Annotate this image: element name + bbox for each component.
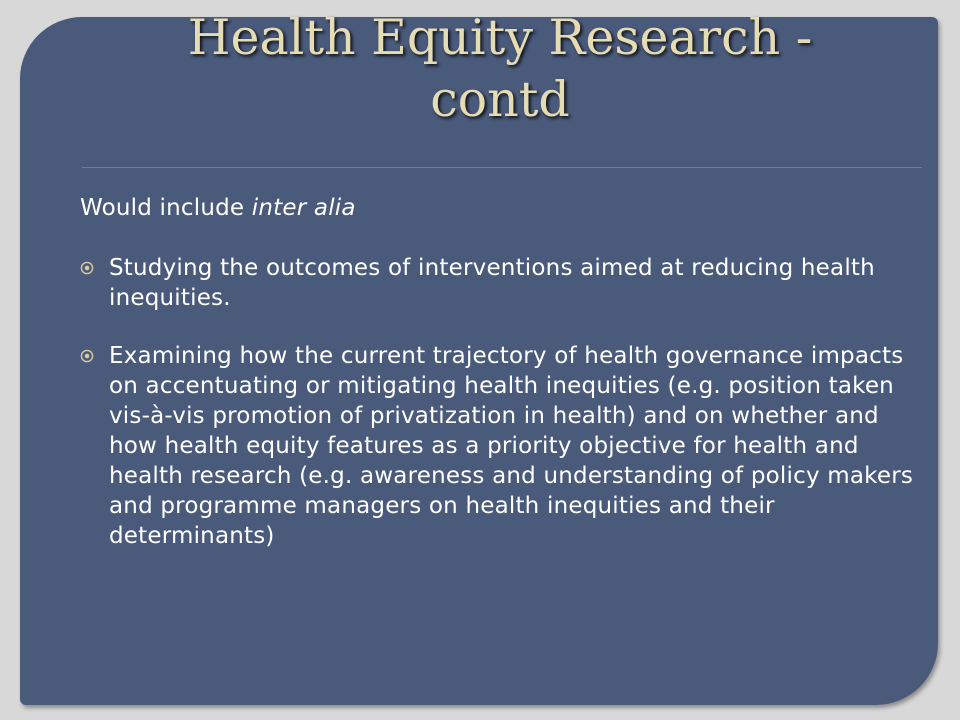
slide-title-line-2: contd (430, 71, 570, 128)
title-divider (82, 167, 922, 168)
slide-title (80, 7, 920, 131)
circled-dot-icon (80, 349, 94, 363)
bullet-item-1 (80, 253, 930, 313)
bullet-text-1: Studying the outcomes of interventions aimed at reducing health inequities. (109, 255, 875, 311)
bullet-item-2 (80, 341, 930, 551)
slide-title-line-1: Health Equity Research - (187, 9, 813, 66)
bullet-text-2: Examining how the current trajectory of health governance impacts on accentuating or mitigating health inequities (e.g. position taken vis-à-vis promotion of privatization in health) and on whether and how health equity features as a priority objective for health and health research (e.g. awareness and understanding of policy makers and programme managers on health inequities and their determinants) (109, 343, 914, 549)
intro-text (80, 193, 930, 223)
slide-body (80, 193, 930, 579)
intro-lead: Would include (80, 195, 252, 221)
intro-italic: inter alia (251, 195, 356, 221)
slide (20, 9, 938, 705)
circled-dot-icon (80, 261, 94, 275)
